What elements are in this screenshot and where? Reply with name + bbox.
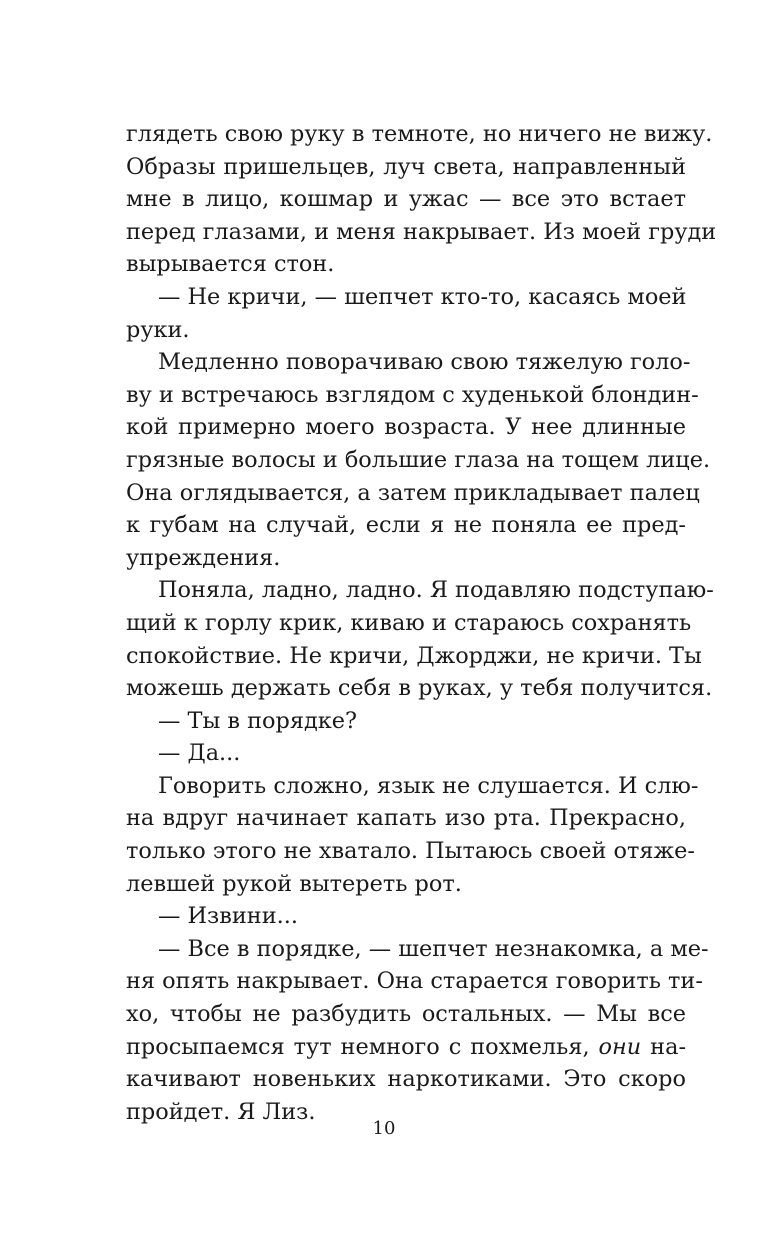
text-line: можешь держать себя в руках, у тебя получится.	[126, 675, 713, 702]
text-line: левшей рукой вытереть рот.	[126, 870, 462, 897]
text-line: — Извини...	[158, 903, 298, 930]
text-line: щий к горлу крик, киваю и стараюсь сохранять	[126, 609, 692, 636]
text-line: глядеть свою руку в темноте, но ничего не вижу.	[126, 121, 713, 147]
text-line: Образы пришельцев, луч света, направленный	[126, 153, 686, 180]
text-line: ня опять накрывает. Она старается говорить ти-	[126, 968, 703, 995]
text-line: ву и встречаюсь взглядом с худенькой блондин-	[126, 381, 699, 408]
text-line: Она оглядывается, а затем прикладывает палец	[126, 479, 700, 506]
text-line: к губам на случай, если я не поняла ее пред-	[126, 512, 686, 539]
text-line: — Не кричи, — шепчет кто-то, касаясь моей	[158, 283, 687, 310]
text-line: перед глазами, и меня накрывает. Из моей груди	[126, 218, 717, 245]
text-line	[126, 1031, 686, 1064]
text-line: — Ты в порядке?	[158, 707, 358, 734]
text-line: мне в лицо, кошмар и ужас — все это встает	[126, 186, 686, 213]
text-line: вырывается стон.	[126, 251, 335, 278]
text-line: руки.	[126, 316, 190, 343]
text-line: качивают новеньких наркотиками. Это скоро	[126, 1066, 686, 1093]
text-line: пройдет. Я Лиз.	[126, 1098, 316, 1125]
text-segment: на-	[650, 1033, 687, 1060]
text-line: упреждения.	[126, 544, 281, 571]
text-line: кой примерно моего возраста. У нее длинные	[126, 414, 686, 441]
page-number: 10	[372, 1118, 396, 1139]
italic-word: они	[598, 1033, 642, 1060]
text-line: Говорить сложно, язык не слушается. И слю-	[158, 772, 699, 799]
text-line: — Все в порядке, — шепчет незнакомка, а ме-	[158, 935, 709, 962]
text-line: Поняла, ладно, ладно. Я подавляю подступаю-	[158, 577, 714, 604]
text-segment: просыпаемся тут немного с похмелья,	[126, 1033, 590, 1060]
text-line: только этого не хватало. Пытаюсь своей отяже-	[126, 838, 695, 865]
text-line: спокойствие. Не кричи, Джорджи, не кричи. Ты	[126, 642, 702, 669]
text-line: грязные волосы и большие глаза на тощем лице.	[126, 446, 711, 473]
text-line: на вдруг начинает капать изо рта. Прекрасно,	[126, 805, 686, 832]
book-page-text	[126, 118, 717, 1128]
text-line: хо, чтобы не разбудить остальных. — Мы все	[126, 1001, 686, 1028]
text-line: Медленно поворачиваю свою тяжелую голо-	[158, 349, 691, 376]
text-line: — Да...	[158, 740, 241, 767]
